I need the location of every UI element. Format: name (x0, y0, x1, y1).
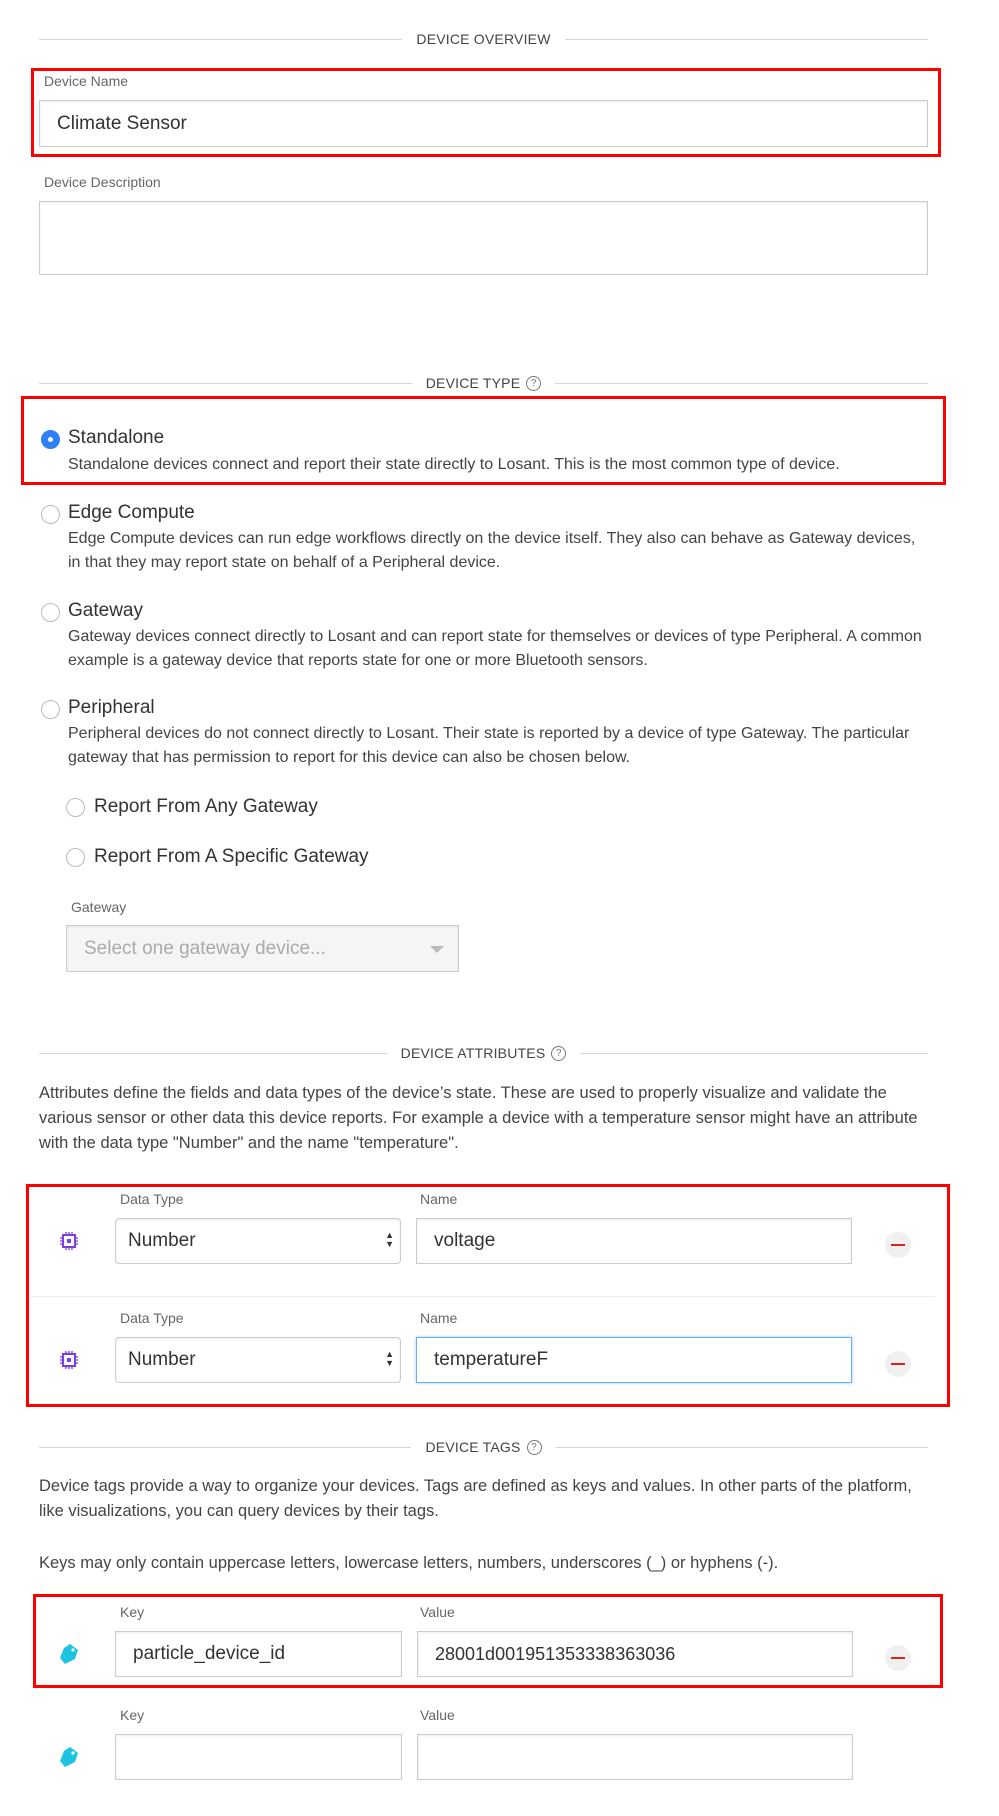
tags-description: Device tags provide a way to organize your devices. Tags are defined as keys and values. In other parts of the platform, like visualizations, you can query devices by their tags. (39, 1477, 912, 1520)
section-title: DEVICE TYPE (425, 375, 521, 391)
chip-icon (60, 1351, 78, 1369)
section-title: DEVICE ATTRIBUTES (400, 1045, 546, 1061)
name-label: Name (420, 1310, 458, 1326)
radio-any-gateway[interactable] (66, 798, 85, 817)
section-header-device-type (39, 373, 928, 393)
tag-key-input[interactable] (115, 1734, 402, 1780)
tag-value-input[interactable] (417, 1734, 853, 1780)
value-label: Value (420, 1604, 455, 1620)
device-name-input[interactable]: Climate Sensor (39, 100, 928, 147)
option-label-standalone: Standalone (68, 427, 165, 448)
select-arrows-icon: ▲ ▼ (385, 1349, 394, 1368)
device-description-textarea[interactable] (39, 201, 928, 275)
attributes-description: Attributes define the fields and data types of the device’s state. These are used to properly visualize and validate the various sensor or other data this device reports. For example a device with a temperature sensor might have an attribute with the data type "Number" and the name "temperature". (39, 1084, 918, 1152)
option-desc-edge-compute: Edge Compute devices can run edge workflows directly on the device itself. They also can behave as Gateway devices, in that they may report state on behalf of a Peripheral device. (68, 530, 916, 571)
option-label-edge-compute: Edge Compute (68, 502, 195, 523)
attribute-name-input[interactable]: temperatureF (416, 1337, 852, 1383)
value-label: Value (420, 1707, 455, 1723)
key-label: Key (120, 1604, 145, 1620)
section-title: DEVICE TAGS (425, 1439, 521, 1455)
option-desc-gateway: Gateway devices connect directly to Losant and can report state for themselves or devices of type Peripheral. A common example is a gateway device that reports state for one or more Bluetooth sensors. (68, 628, 922, 669)
data-type-label: Data Type (120, 1191, 184, 1207)
section-header-tags (39, 1437, 928, 1457)
tag-icon (59, 1746, 79, 1768)
any-gateway-label: Report From Any Gateway (94, 796, 318, 817)
attribute-name-input[interactable]: voltage (416, 1218, 852, 1264)
option-desc-peripheral: Peripheral devices do not connect directly to Losant. Their state is reported by a device of type Gateway. The particular gateway that has permission to report for this device can also be chosen below. (68, 725, 910, 766)
radio-peripheral[interactable] (41, 700, 60, 719)
row-divider (30, 1296, 935, 1297)
remove-attribute-button[interactable] (885, 1351, 911, 1377)
data-type-select[interactable] (115, 1218, 401, 1264)
help-icon[interactable]: ? (526, 376, 541, 391)
help-icon[interactable]: ? (527, 1440, 542, 1455)
data-type-value: Number (128, 1349, 196, 1370)
specific-gateway-label: Report From A Specific Gateway (94, 846, 369, 867)
tag-value-input[interactable]: 28001d001951353338363036 (417, 1631, 853, 1677)
section-title: DEVICE OVERVIEW (416, 31, 551, 47)
data-type-select[interactable] (115, 1337, 401, 1383)
key-label: Key (120, 1707, 145, 1723)
name-label: Name (420, 1191, 458, 1207)
option-label-gateway: Gateway (68, 600, 143, 621)
data-type-value: Number (128, 1230, 196, 1251)
radio-specific-gateway[interactable] (66, 848, 85, 867)
option-desc-standalone: Standalone devices connect and report their state directly to Losant. This is the most common type of device. (68, 456, 840, 473)
caret-down-icon (430, 946, 444, 953)
option-label-peripheral: Peripheral (68, 697, 155, 718)
radio-gateway[interactable] (41, 603, 60, 622)
section-header-overview (39, 29, 928, 49)
chip-icon (60, 1232, 78, 1250)
radio-standalone[interactable] (41, 430, 60, 449)
section-header-attributes (39, 1043, 928, 1063)
gateway-select-placeholder: Select one gateway device... (84, 937, 326, 959)
radio-edge-compute[interactable] (41, 505, 60, 524)
device-name-label: Device Name (44, 73, 129, 89)
tag-icon (59, 1643, 79, 1665)
remove-attribute-button[interactable] (885, 1232, 911, 1258)
device-description-label: Device Description (44, 174, 161, 190)
tag-key-input[interactable]: particle_device_id (115, 1631, 402, 1677)
remove-tag-button[interactable] (885, 1645, 911, 1671)
tags-keys-note: Keys may only contain uppercase letters, lowercase letters, numbers, underscores (_) or hyphens (-). (39, 1554, 779, 1572)
select-arrows-icon: ▲ ▼ (385, 1230, 394, 1249)
gateway-select[interactable] (66, 925, 459, 972)
data-type-label: Data Type (120, 1310, 184, 1326)
gateway-label: Gateway (71, 899, 127, 915)
help-icon[interactable]: ? (551, 1046, 566, 1061)
